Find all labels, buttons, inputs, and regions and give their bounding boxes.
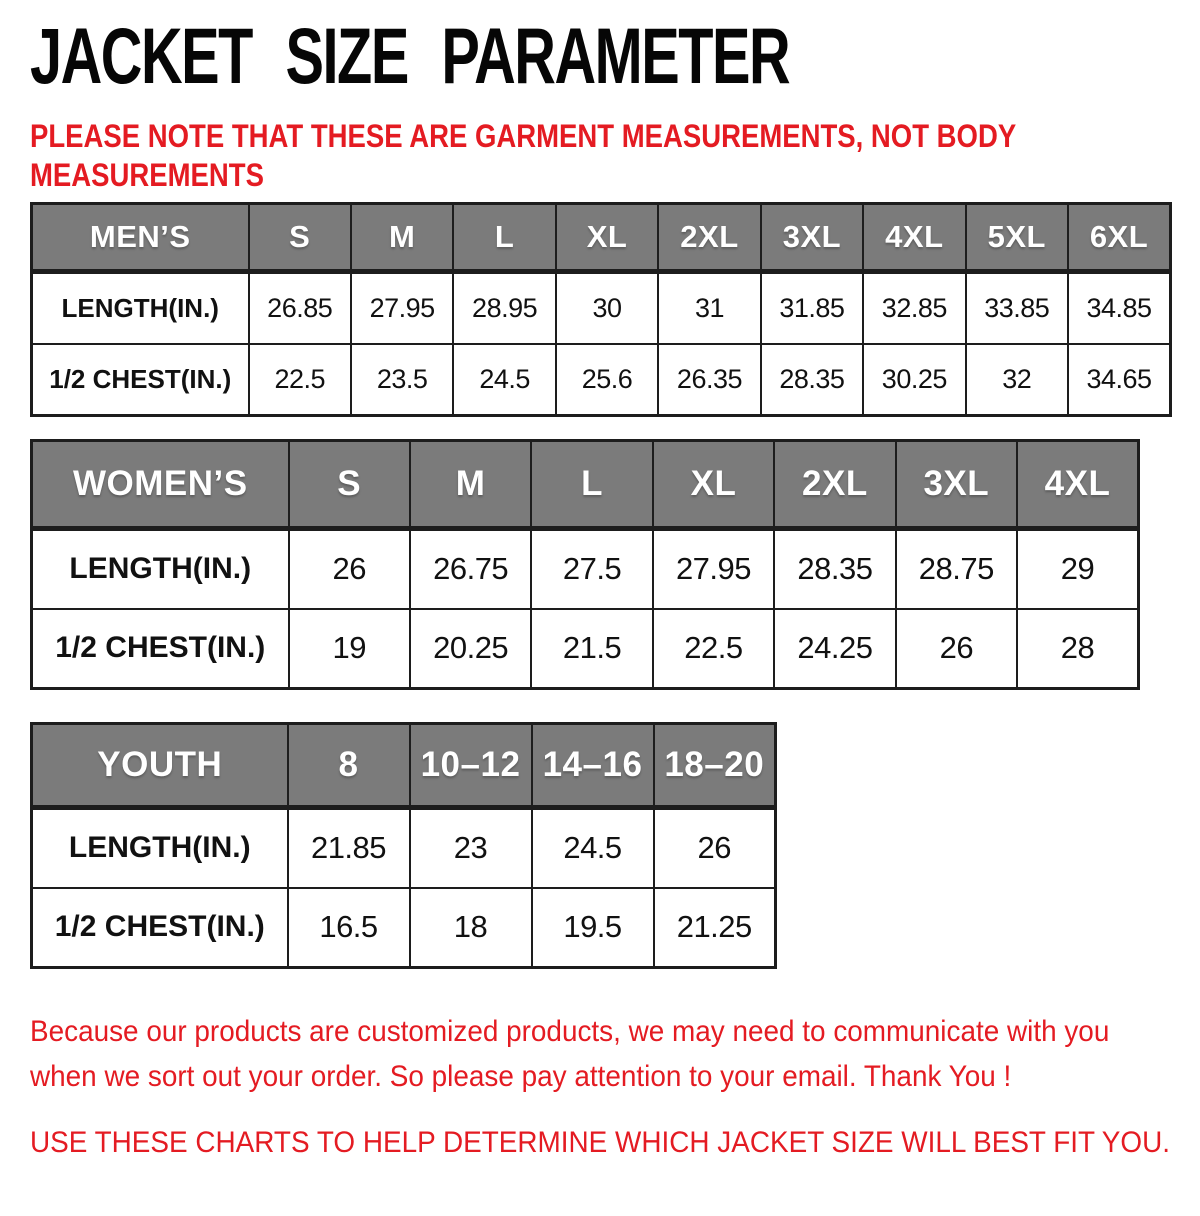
customization-notice-line: when we sort out your order. So please pay attention to your email. Thank You ! <box>30 1060 1012 1094</box>
size-col-header: L <box>453 204 555 272</box>
size-col-header: 3XL <box>761 204 863 272</box>
measurement-cell: 27.95 <box>653 529 774 609</box>
row-label: LENGTH(IN.) <box>32 529 289 609</box>
size-col-header: 2XL <box>658 204 760 272</box>
size-col-header: 18–20 <box>654 724 776 808</box>
row-label: 1/2 CHEST(IN.) <box>32 888 288 968</box>
page-title: JACKET SIZE PARAMETER <box>30 11 790 100</box>
size-col-header: 4XL <box>1017 441 1138 529</box>
measurement-cell: 24.25 <box>774 609 895 689</box>
measurement-cell: 27.95 <box>351 272 453 344</box>
chart-usage-line: USE THESE CHARTS TO HELP DETERMINE WHICH JACKET SIZE WILL BEST FIT YOU. <box>30 1126 1171 1160</box>
measurement-cell: 23 <box>410 808 532 888</box>
note-line: MEASUREMENTS <box>30 157 264 194</box>
measurement-cell: 32.85 <box>863 272 965 344</box>
measurement-cell: 29 <box>1017 529 1138 609</box>
size-col-header: 10–12 <box>410 724 532 808</box>
measurement-cell: 24.5 <box>453 344 555 416</box>
size-col-header: 8 <box>288 724 410 808</box>
size-col-header: 5XL <box>966 204 1068 272</box>
measurement-cell: 28.95 <box>453 272 555 344</box>
measurement-cell: 30.25 <box>863 344 965 416</box>
size-col-header: 4XL <box>863 204 965 272</box>
measurement-cell: 28.75 <box>896 529 1017 609</box>
note-line: PLEASE NOTE THAT THESE ARE GARMENT MEASUREMENTS, NOT BODY <box>30 118 1017 154</box>
measurement-cell: 26.75 <box>410 529 531 609</box>
measurement-cell: 21.5 <box>531 609 652 689</box>
measurement-cell: 26 <box>289 529 410 609</box>
table-row <box>32 344 1171 416</box>
table-row <box>32 272 1171 344</box>
measurement-cell: 19 <box>289 609 410 689</box>
youth-size-table <box>30 722 777 969</box>
size-col-header: 6XL <box>1068 204 1171 272</box>
size-col-header: M <box>351 204 453 272</box>
measurement-cell: 33.85 <box>966 272 1068 344</box>
measurement-cell: 26 <box>896 609 1017 689</box>
size-col-header: M <box>410 441 531 529</box>
table-row <box>32 529 1139 609</box>
table-title: MEN’S <box>32 204 249 272</box>
measurement-cell: 28.35 <box>774 529 895 609</box>
measurement-cell: 19.5 <box>532 888 654 968</box>
measurement-cell: 26.85 <box>249 272 351 344</box>
measurement-cell: 34.85 <box>1068 272 1171 344</box>
size-col-header: S <box>249 204 351 272</box>
row-label: LENGTH(IN.) <box>32 272 249 344</box>
measurement-cell: 26.35 <box>658 344 760 416</box>
measurement-cell: 22.5 <box>249 344 351 416</box>
measurement-cell: 34.65 <box>1068 344 1171 416</box>
customization-notice-line: Because our products are customized products, we may need to communicate with you <box>30 1015 1110 1049</box>
measurement-cell: 31 <box>658 272 760 344</box>
table-row <box>32 609 1139 689</box>
table-row <box>32 808 776 888</box>
measurement-cell: 16.5 <box>288 888 410 968</box>
garment-measurement-note <box>30 117 1036 195</box>
size-parameter-page <box>0 11 1200 1216</box>
table-title: YOUTH <box>32 724 288 808</box>
measurement-cell: 22.5 <box>653 609 774 689</box>
measurement-cell: 28 <box>1017 609 1138 689</box>
measurement-cell: 30 <box>556 272 658 344</box>
measurement-cell: 18 <box>410 888 532 968</box>
measurement-cell: 25.6 <box>556 344 658 416</box>
row-label: 1/2 CHEST(IN.) <box>32 609 289 689</box>
table-row <box>32 888 776 968</box>
measurement-cell: 26 <box>654 808 776 888</box>
measurement-cell: 20.25 <box>410 609 531 689</box>
measurement-cell: 23.5 <box>351 344 453 416</box>
mens-size-table <box>30 202 1172 417</box>
size-col-header: XL <box>556 204 658 272</box>
size-col-header: 3XL <box>896 441 1017 529</box>
size-col-header: 2XL <box>774 441 895 529</box>
measurement-cell: 21.85 <box>288 808 410 888</box>
womens-size-table <box>30 439 1140 690</box>
measurement-cell: 31.85 <box>761 272 863 344</box>
table-title: WOMEN’S <box>32 441 289 529</box>
measurement-cell: 21.25 <box>654 888 776 968</box>
size-col-header: L <box>531 441 652 529</box>
measurement-cell: 32 <box>966 344 1068 416</box>
row-label: LENGTH(IN.) <box>32 808 288 888</box>
size-col-header: 14–16 <box>532 724 654 808</box>
measurement-cell: 27.5 <box>531 529 652 609</box>
measurement-cell: 28.35 <box>761 344 863 416</box>
size-col-header: S <box>289 441 410 529</box>
measurement-cell: 24.5 <box>532 808 654 888</box>
customization-notice <box>30 1009 1118 1099</box>
size-col-header: XL <box>653 441 774 529</box>
row-label: 1/2 CHEST(IN.) <box>32 344 249 416</box>
